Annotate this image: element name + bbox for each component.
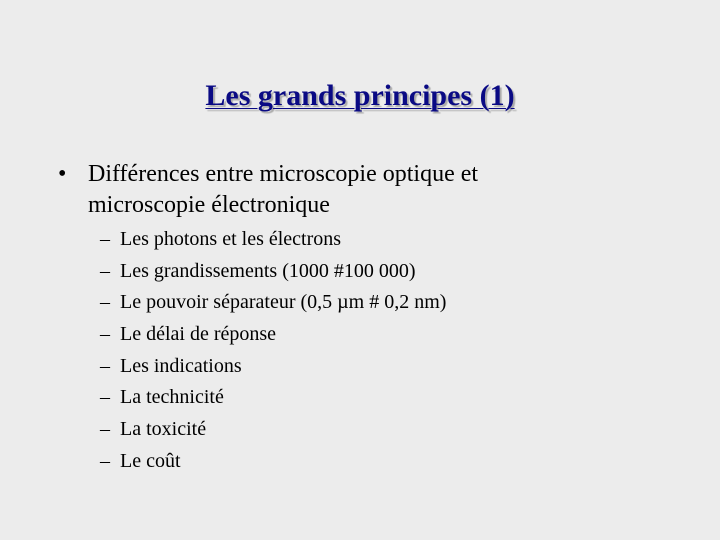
main-bullet-line-2: microscopie électronique (88, 192, 330, 218)
list-item-text: Le coût (120, 449, 181, 472)
list-item (100, 224, 700, 256)
dash-marker: – (100, 449, 110, 472)
list-item-text: Les grandissements (1000 #100 000) (120, 259, 416, 282)
list-item (100, 414, 700, 446)
main-bullet-text (88, 159, 688, 221)
dash-marker: – (100, 259, 110, 282)
list-item-text: La toxicité (120, 418, 207, 441)
list-item (100, 446, 700, 478)
list-item (100, 351, 700, 383)
dash-marker: – (100, 323, 110, 346)
dash-marker: – (100, 291, 110, 314)
dash-marker: – (100, 386, 110, 409)
list-item (100, 382, 700, 414)
list-item-text: Le pouvoir séparateur (0,5 µm # 0,2 nm) (120, 291, 447, 314)
dash-marker: – (100, 228, 110, 250)
list-item-text: La technicité (120, 386, 224, 409)
slide-title: Les grands principes (1) (205, 79, 515, 112)
bullet-marker: • (58, 161, 67, 187)
main-bullet-line-1: Différences entre microscopie optique et (88, 161, 479, 187)
list-item-text: Les indications (120, 354, 242, 377)
list-item-text: Le délai de réponse (120, 323, 277, 346)
list-item (100, 256, 700, 288)
dash-marker: – (100, 354, 110, 377)
list-item-text: Les photons et les électrons (120, 228, 342, 250)
list-item (100, 287, 700, 319)
dash-marker: – (100, 418, 110, 441)
sub-bullet-list (100, 224, 700, 478)
list-item (100, 319, 700, 351)
